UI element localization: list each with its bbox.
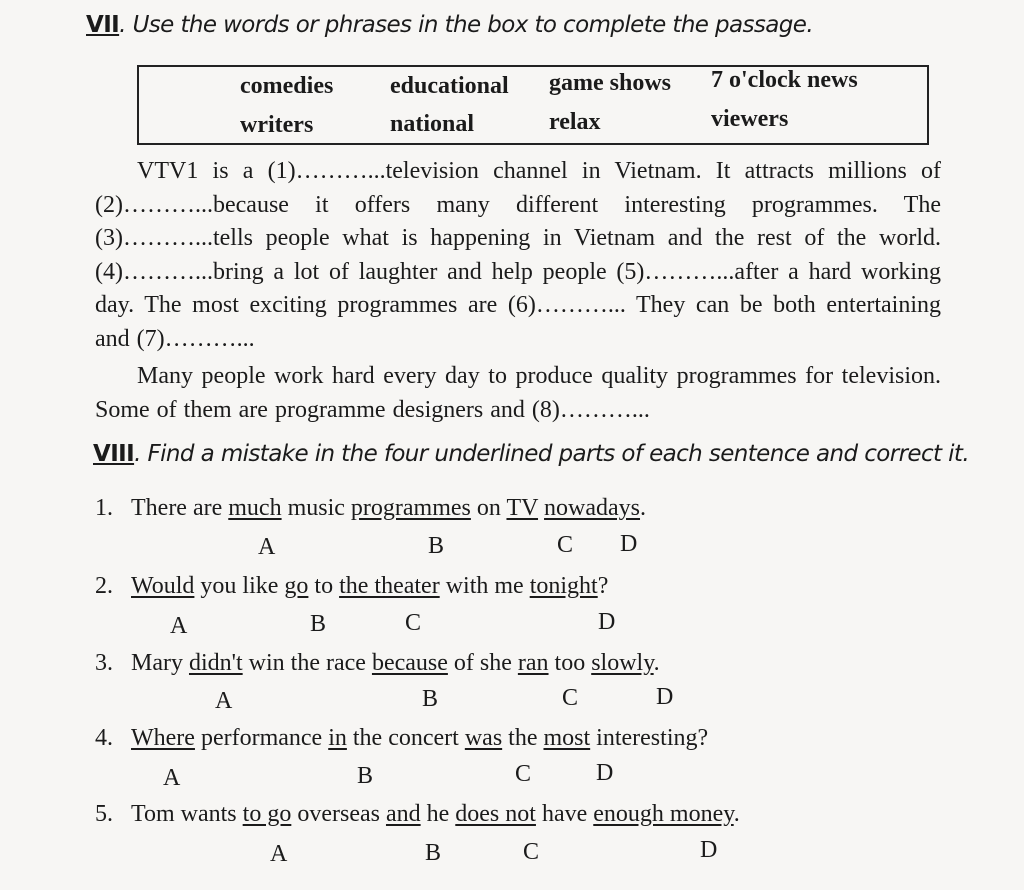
question-1 [95,495,646,522]
underlined-part-b: because [371,650,448,676]
sentence-text: music [281,495,351,521]
sentence-text: have [535,801,594,827]
underlined-part-a: much [228,495,282,521]
sentence-text: on [470,495,507,521]
underlined-part-b: in [328,725,347,751]
question-number: 1. [95,495,113,521]
question-number: 5. [95,801,113,827]
option-letter-a: A [170,613,188,639]
sentence-text: you like [194,573,285,599]
word-box-item: comedies [240,73,334,99]
sentence-text: with me [439,573,530,599]
word-box-item: game shows [549,70,672,96]
section-7-heading [86,12,813,38]
option-letter-c: C [405,610,422,636]
passage-paragraph-2: Many people work hard every day to produce quality programmes for television. Some of them are programme designers and (8)………... [95,363,941,423]
question-3 [95,650,660,677]
question-number: 3. [95,650,113,676]
underlined-part-c: TV [506,495,539,521]
option-letter-d: D [620,531,638,557]
option-letter-b: B [310,611,327,637]
sentence-text: Mary [131,650,189,676]
question-number: 2. [95,573,113,599]
option-letter-c: C [557,532,574,558]
underlined-part-d: tonight [529,573,598,599]
word-box-item: relax [549,109,601,135]
question-number: 4. [95,725,113,751]
underlined-part-c: does not [455,801,536,827]
section-8-dot: . [134,441,148,467]
section-8-number: VIII [93,441,135,467]
option-letter-b: B [422,686,439,712]
sentence-text: the [502,725,544,751]
sentence-text: ? [597,573,609,599]
option-letter-c: C [562,685,579,711]
word-box-item: writers [240,112,314,138]
section-7-dot: . [119,12,133,38]
sentence-text: . [653,650,660,676]
sentence-text: There are [131,495,229,521]
sentence-text: Tom wants [131,801,243,827]
section-8-instruction: Find a mistake in the four underlined parts of each sentence and correct it. [147,441,970,467]
section-7-instruction: Use the words or phrases in the box to complete the passage. [132,12,814,38]
underlined-part-b: go [284,573,309,599]
option-letter-b: B [425,840,442,866]
underlined-part-c: ran [517,650,549,676]
sentence-text: . [733,801,740,827]
sentence-text: he [420,801,456,827]
underlined-part-a: didn't [188,650,243,676]
sentence-text: overseas [291,801,386,827]
option-letter-a: A [258,534,276,560]
underlined-part-d: nowadays [544,495,641,521]
question-4 [95,725,708,752]
question-2 [95,573,608,600]
underlined-part-d: most [543,725,591,751]
option-letter-b: B [428,533,445,559]
underlined-part-c: the theater [339,573,440,599]
sentence-text: performance [194,725,329,751]
word-box-item: viewers [711,106,789,132]
underlined-part-c: was [464,725,503,751]
option-letter-d: D [596,760,614,786]
passage [95,155,941,427]
question-5 [95,801,740,828]
underlined-part-a: Where [131,725,195,751]
underlined-part-d: enough money [593,801,734,827]
section-7-number: VII [86,12,120,38]
sentence-text: the concert [346,725,465,751]
option-letter-d: D [598,609,616,635]
sentence-text: win the race [242,650,372,676]
option-letter-d: D [656,684,674,710]
underlined-part-a: to go [242,801,292,827]
sentence-text: too [548,650,592,676]
underlined-part-d: slowly [591,650,654,676]
option-letter-a: A [270,841,288,867]
word-box-item: 7 o'clock news [711,67,858,93]
option-letter-c: C [515,761,532,787]
section-8-heading [93,441,969,467]
option-letter-a: A [163,765,181,791]
option-letter-d: D [700,837,718,863]
option-letter-b: B [357,763,374,789]
option-letter-c: C [523,839,540,865]
word-box-item: national [390,111,475,137]
sentence-text: to [308,573,340,599]
sentence-text: interesting? [590,725,709,751]
sentence-text: of she [447,650,518,676]
option-letter-a: A [215,688,233,714]
underlined-part-b: programmes [350,495,471,521]
passage-paragraph-1: VTV1 is a (1)………...television channel in Vietnam. It attracts millions of (2)………...because it offers many different interesting programmes. The (3)………...tells people what is happening in Vietnam and the rest of the world. (4)………...bring a lot of laughter and help people (5)………...after a hard working day. The most exciting programmes are (6)………... They can be both entertaining and (7)………... [95,158,941,352]
word-box-item: educational [390,73,509,99]
underlined-part-a: Would [131,573,195,599]
underlined-part-b: and [385,801,421,827]
sentence-text: . [640,495,647,521]
